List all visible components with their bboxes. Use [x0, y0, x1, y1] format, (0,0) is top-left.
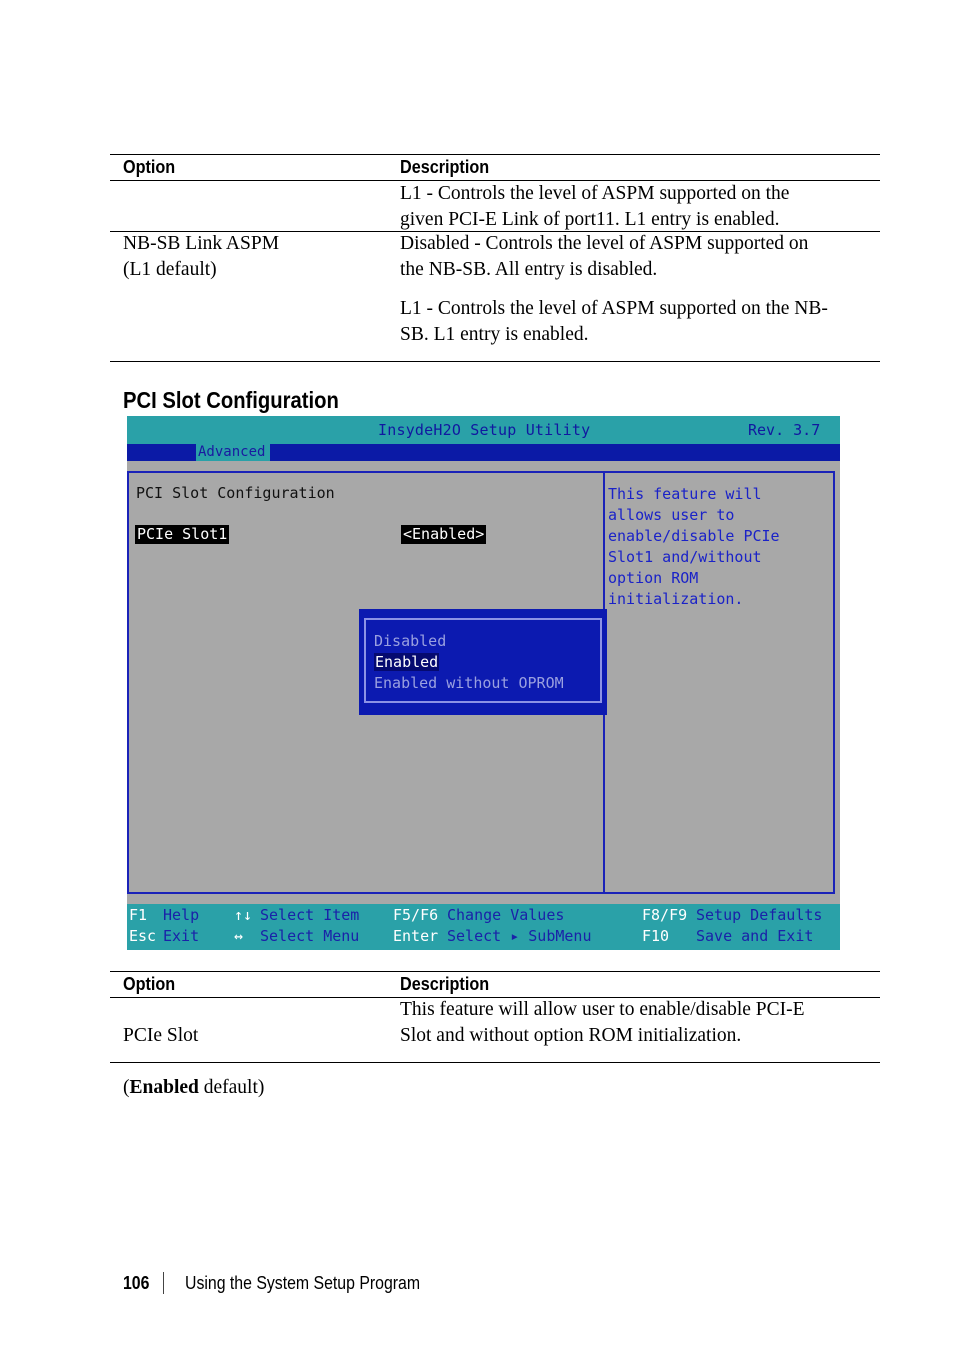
description-header: Description	[400, 157, 490, 177]
option-name: PCIe Slot	[123, 1025, 199, 1046]
option-default-suffix: default)	[198, 1077, 265, 1098]
table-top-rule	[110, 971, 880, 972]
key-f1: F1	[129, 906, 148, 924]
key-f5-f6: F5/F6	[393, 906, 439, 924]
section-title: PCI Slot Configuration	[123, 387, 339, 413]
table-bottom-rule	[110, 1062, 880, 1063]
key-help-label: Help	[163, 906, 200, 924]
option-header: Option	[123, 157, 176, 177]
bios-page-heading: PCI Slot Configuration	[136, 484, 335, 502]
option-paren-open: (	[123, 1077, 130, 1098]
option-default-value: Enabled	[129, 1077, 199, 1098]
key-esc: Esc	[129, 927, 157, 945]
key-save-exit-label: Save and Exit	[696, 927, 814, 945]
chapter-title: Using the System Setup Program	[185, 1273, 421, 1293]
popup-option-enabled-without-oprom[interactable]: Enabled without OPROM	[374, 674, 564, 692]
bios-screenshot	[127, 416, 840, 950]
arrows-updown-icon: ↑↓	[234, 906, 253, 924]
popup-option-enabled[interactable]: Enabled	[375, 653, 439, 671]
table-cell-description: L1 - Controls the level of ASPM supported on the NB- SB. L1 entry is enabled.	[400, 298, 828, 345]
tab-advanced[interactable]: Advanced	[196, 444, 270, 461]
description-header: Description	[400, 974, 490, 994]
table-cell-description: Disabled - Controls the level of ASPM supported on the NB-SB. All entry is disabled.	[400, 233, 809, 280]
key-select-submenu-label: Select ▸ SubMenu	[447, 927, 592, 945]
key-exit-label: Exit	[163, 927, 200, 945]
popup-option-disabled[interactable]: Disabled	[374, 632, 447, 650]
key-change-values-label: Change Values	[447, 906, 565, 924]
arrows-leftright-icon: ↔	[234, 927, 244, 945]
key-select-item-label: Select Item	[260, 906, 360, 924]
pcie-slot1-item[interactable]: PCIe Slot1	[137, 525, 228, 543]
bios-title: InsydeH2O Setup Utility	[378, 421, 591, 439]
table-cell-description: L1 - Controls the level of ASPM supported on the given PCI-E Link of port11. L1 entry is enabled.	[400, 183, 790, 230]
key-setup-defaults-label: Setup Defaults	[696, 906, 823, 924]
key-f10: F10	[642, 927, 670, 945]
pcie-slot1-value[interactable]: <Enabled>	[403, 525, 485, 543]
footer-separator	[163, 1272, 164, 1294]
key-f8-f9: F8/F9	[642, 906, 688, 924]
options-popup	[359, 609, 607, 715]
table-cell-option: NB-SB Link ASPM (L1 default)	[123, 233, 280, 280]
page-number: 106	[123, 1273, 150, 1293]
table-cell-option	[123, 997, 264, 1101]
pcie-slot-options-table	[110, 971, 880, 1098]
aspm-options-table	[110, 154, 880, 362]
bios-revision: Rev. 3.7	[748, 421, 821, 439]
table-top-rule	[110, 154, 880, 155]
table-cell-description: This feature will allow user to enable/disable PCI-E Slot and without option ROM initialization.	[400, 999, 805, 1046]
table-bottom-rule	[110, 361, 880, 362]
option-header: Option	[123, 974, 176, 994]
key-enter: Enter	[393, 927, 439, 945]
key-select-menu-label: Select Menu	[260, 927, 360, 945]
bios-key-legend	[127, 904, 840, 950]
bios-help-text: This feature will allows user to enable/disable PCIe Slot1 and/without option ROM initialization.	[608, 485, 780, 608]
